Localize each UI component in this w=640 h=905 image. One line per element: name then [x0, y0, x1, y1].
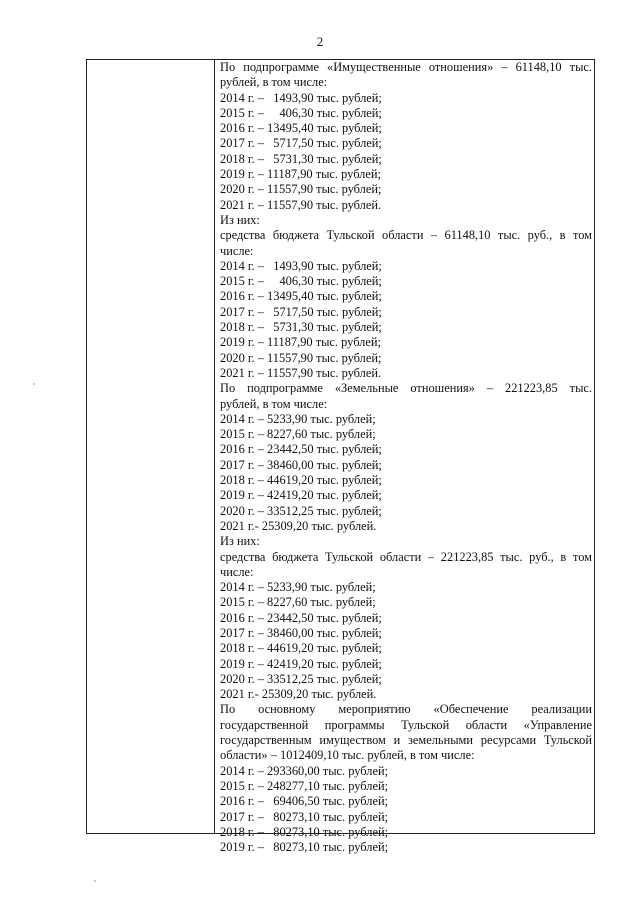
text-line: 2015 г. – 406,30 тыс. рублей;: [220, 274, 382, 289]
text-line: 2018 г. – 44619,20 тыс. рублей;: [220, 473, 382, 488]
text-line: 2015 г. – 8227,60 тыс. рублей;: [220, 595, 376, 610]
text-line: 2014 г. – 5233,90 тыс. рублей;: [220, 411, 376, 426]
text-line: 2021 г.- 25309,20 тыс. рублей.: [220, 687, 377, 702]
text-line: 2014 г. – 293360,00 тыс. рублей;: [220, 763, 389, 778]
text-line: По подпрограмме «Земельные отношения» – 221223,85 тыс.: [220, 381, 592, 396]
text-line: 2016 г. – 23442,50 тыс. рублей;: [220, 610, 382, 625]
text-line: 2015 г. – 248277,10 тыс. рублей;: [220, 778, 389, 793]
text-line: 2018 г. – 44619,20 тыс. рублей;: [220, 641, 382, 656]
text-line: 2020 г. – 11557,90 тыс. рублей;: [220, 182, 382, 197]
text-line: 2017 г. – 5717,50 тыс. рублей;: [220, 136, 382, 151]
text-line: 2017 г. – 38460,00 тыс. рублей;: [220, 625, 382, 640]
text-line: 2021 г. – 11557,90 тыс. рублей.: [220, 197, 382, 212]
text-line: средства бюджета Тульской области – 221223,85 тыс. руб., в том: [220, 549, 592, 564]
text-line: 2017 г. – 5717,50 тыс. рублей;: [220, 304, 382, 319]
text-line: 2014 г. – 1493,90 тыс. рублей;: [220, 258, 382, 273]
text-line: Из них:: [220, 212, 260, 227]
text-line: числе:: [220, 243, 254, 258]
text-line: числе:: [220, 564, 254, 579]
text-line: 2019 г. – 11187,90 тыс. рублей;: [220, 167, 381, 182]
page-number: 2: [316, 34, 324, 49]
text-line: 2015 г. – 8227,60 тыс. рублей;: [220, 427, 376, 442]
text-line: 2016 г. – 13495,40 тыс. рублей;: [220, 121, 382, 136]
text-line: рублей, в том числе:: [220, 396, 328, 411]
text-line: 2019 г. – 42419,20 тыс. рублей;: [220, 488, 382, 503]
text-line: 2020 г. – 11557,90 тыс. рублей;: [220, 350, 382, 365]
text-line: 2016 г. – 13495,40 тыс. рублей;: [220, 289, 382, 304]
scan-speck: [33, 383, 35, 385]
text-line: государственным имуществом и земельными ресурсами Тульской: [220, 733, 592, 748]
text-line: Из них:: [220, 534, 260, 549]
text-line: 2018 г. – 80273,10 тыс. рублей;: [220, 824, 389, 839]
scan-speck: [94, 880, 96, 882]
table-right-cell: [220, 60, 592, 855]
text-line: рублей, в том числе:: [220, 75, 328, 90]
text-line: 2016 г. – 69406,50 тыс. рублей;: [220, 794, 389, 809]
text-line: 2014 г. – 1493,90 тыс. рублей;: [220, 90, 382, 105]
text-line: 2020 г. – 33512,25 тыс. рублей;: [220, 671, 382, 686]
text-line: 2019 г. – 42419,20 тыс. рублей;: [220, 656, 382, 671]
text-line: По подпрограмме «Имущественные отношения» – 61148,10 тыс.: [220, 60, 592, 74]
text-line: 2016 г. – 23442,50 тыс. рублей;: [220, 442, 382, 457]
document-table: [86, 59, 595, 855]
text-line: 2018 г. – 5731,30 тыс. рублей;: [220, 320, 382, 335]
text-line: 2018 г. – 5731,30 тыс. рублей;: [220, 151, 382, 166]
text-line: По основному мероприятию «Обеспечение реализации: [220, 702, 592, 717]
text-line: государственной программы Тульской области «Управление: [220, 717, 592, 732]
table-left-cell: [87, 60, 215, 833]
text-line: 2014 г. – 5233,90 тыс. рублей;: [220, 580, 376, 595]
text-line: средства бюджета Тульской области – 61148,10 тыс. руб., в том: [220, 228, 592, 243]
text-line: 2015 г. – 406,30 тыс. рублей;: [220, 105, 382, 120]
text-line: 2020 г. – 33512,25 тыс. рублей;: [220, 503, 382, 518]
text-line: 2017 г. – 80273,10 тыс. рублей;: [220, 809, 389, 824]
text-line: 2017 г. – 38460,00 тыс. рублей;: [220, 457, 382, 472]
text-line: области» – 1012409,10 тыс. рублей, в том числе:: [220, 748, 475, 763]
text-line: 2021 г. – 11557,90 тыс. рублей.: [220, 365, 382, 380]
text-line: 2019 г. – 11187,90 тыс. рублей;: [220, 335, 381, 350]
text-line: 2021 г.- 25309,20 тыс. рублей.: [220, 518, 377, 533]
text-line: 2019 г. – 80273,10 тыс. рублей;: [220, 840, 389, 855]
